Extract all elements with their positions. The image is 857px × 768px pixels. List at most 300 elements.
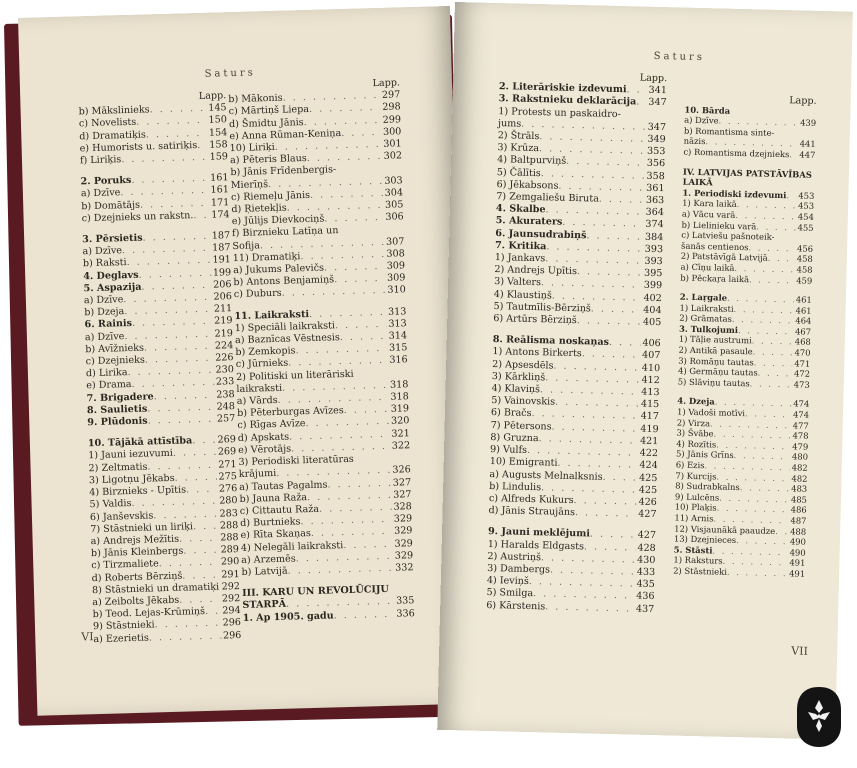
leader-dots [205, 606, 221, 619]
toc-page-number: 458 [796, 253, 813, 265]
page-number-header: Lapp. [372, 77, 401, 90]
toc-page-number: 353 [646, 145, 666, 158]
toc-page-number: 329 [394, 537, 413, 550]
toc-page-number: 472 [793, 368, 811, 380]
toc-page-number: 361 [646, 182, 665, 195]
toc-page-number: 296 [222, 629, 242, 642]
toc-page-number: 479 [792, 441, 809, 452]
toc-entry-title: 5. Aspazija [83, 281, 142, 295]
toc-entry-title: a) Ezerietis [93, 632, 149, 645]
toc-page-number: 405 [642, 316, 662, 329]
toc-page-number: 303 [384, 174, 403, 187]
toc-entry-title: 5. Stāsti [673, 544, 713, 556]
toc-page-number: 461 [795, 305, 812, 316]
toc-page-number: 364 [645, 206, 665, 219]
toc-entry-title: 3) Valters [494, 276, 542, 289]
toc-entry-title: b) Teod. Lejas-Krūmiņš [92, 606, 206, 621]
toc-page-number: 412 [641, 374, 660, 386]
toc-page-number: 393 [644, 243, 664, 255]
toc-page-number: 322 [391, 440, 411, 452]
toc-page-number: 447 [799, 149, 816, 160]
toc-page-number: 329 [394, 549, 414, 562]
toc-page-number: 454 [797, 211, 814, 222]
toc-entry-title: e) Jūlijs Dievkociņš [231, 213, 325, 228]
leader-dots [775, 526, 788, 537]
toc-page-number: 297 [381, 89, 401, 102]
toc-entry-title: III. KARU UN REVOLŪCIJU [242, 583, 390, 600]
toc-page-number: 280 [219, 495, 238, 507]
toc-entry-title: 2) Antikā pasaule [678, 344, 753, 357]
toc-entry-title: 11) Dramatiķi [232, 251, 301, 264]
toc-page-number: 404 [643, 304, 662, 316]
toc-page-number: 458 [796, 264, 813, 275]
toc-page-number: 478 [792, 430, 809, 441]
toc-entry-title: 9. Jauni meklējumi [487, 526, 591, 540]
toc-page-number: 320 [390, 415, 410, 428]
toc-entry-title: f) Birznieku Latīņa un [231, 225, 339, 240]
left-page-title: Saturs [204, 67, 256, 80]
leader-dots [197, 140, 207, 152]
left-toc-column-2 [228, 77, 415, 624]
toc-entry-title: 2) Andrejs Upītis [494, 264, 578, 278]
toc-entry-title: 5) Slāviņu tautas [677, 376, 750, 389]
toc-page-number: 356 [646, 158, 666, 170]
toc-entry-title: šanās centienos [681, 240, 749, 252]
toc-page-number: 467 [794, 326, 812, 337]
right-page-folio: VII [791, 644, 809, 658]
toc-entry-title: 3) Krūza [497, 142, 540, 155]
toc-entry-title: 2) Zeltmatis [88, 461, 148, 474]
toc-page-number: 313 [387, 305, 407, 318]
toc-entry-title: 6. Jaunsudrabiņš [495, 227, 587, 241]
toc-page-number: 300 [382, 126, 402, 138]
toc-page-number: 482 [791, 472, 808, 484]
toc-page-number: 435 [636, 578, 655, 591]
toc-page-number: 233 [215, 376, 235, 389]
toc-page-number: 480 [791, 451, 809, 463]
leader-dots [341, 127, 381, 140]
toc-entry-title: c) Dzejnieks [85, 354, 145, 368]
toc-page-number: 335 [395, 595, 415, 607]
toc-entry-title: krājumi [238, 468, 277, 481]
toc-page-number: 296 [222, 617, 242, 629]
toc-page-number: 276 [218, 483, 238, 495]
toc-page-number: 329 [394, 525, 413, 538]
toc-entry-title: 1) Protests un paskaidro- [498, 105, 621, 120]
toc-entry-title: d) Burtnieks [240, 516, 301, 530]
toc-entry-title: a) Jukums Palevičs [232, 262, 325, 277]
leader-dots [179, 533, 219, 546]
toc-page-number: 283 [219, 507, 239, 520]
toc-page-number: 271 [218, 458, 237, 471]
toc-entry-title: 1) Vadoši motīvi [676, 406, 746, 419]
leader-dots [192, 435, 216, 448]
toc-entry-title: 1. Periodiski izdevumi [682, 187, 787, 200]
toc-entry-title: a) Dzīve [83, 294, 124, 307]
toc-page-number: 269 [217, 434, 237, 446]
toc-entry-title: b) Mākslinieks [78, 104, 150, 118]
toc-entry-title: 8) Stāstnieki un dramatiķi [91, 581, 220, 596]
toc-entry-title: 3) Ligotņu Jēkabs [88, 472, 175, 487]
toc-page-number: 269 [217, 446, 237, 459]
toc-entry-title: 2) Stāstnieki [673, 565, 728, 577]
right-toc-column-1 [486, 69, 667, 616]
toc-entry-title: STARPĀ [242, 599, 287, 612]
toc-page-number: 428 [637, 542, 656, 554]
toc-page-number: 289 [220, 544, 240, 556]
leader-dots [545, 601, 634, 615]
toc-page-number: 211 [213, 303, 233, 315]
toc-page-number: 425 [638, 484, 658, 496]
toc-entry-title: a) Baznīcas Vēstnesis [234, 332, 341, 347]
toc-entry-title: 1) Laikraksti [679, 302, 734, 314]
toc-page-number: 159 [209, 151, 229, 163]
toc-entry-title: d) Ŗietekļis [231, 202, 287, 216]
toc-entry-title: 5) Vainovskis [491, 395, 556, 408]
toc-entry-title: 9. Plūdonis [87, 415, 148, 429]
toc-entry-title: 2) Virza [676, 417, 711, 428]
toc-entry-title: 3) Kārkliņš [491, 370, 546, 384]
toc-page-number: 421 [639, 435, 659, 447]
toc-entry-title: b) Pēterburgas Avīzes [236, 405, 344, 420]
toc-entry-title: a) Dzīve [684, 114, 719, 126]
toc-page-number: 326 [392, 464, 411, 477]
toc-page-number: 315 [388, 342, 408, 355]
toc-entry-title: 9) Stāstnieki [92, 619, 155, 633]
toc-entry-title: 2. Literāriskie izdevumi [498, 81, 627, 96]
toc-entry-title: d) Dramatiķis [79, 129, 146, 142]
toc-page-number: 318 [390, 391, 409, 403]
toc-entry-title: 2) Štrāls [497, 130, 540, 143]
toc-page-number: 313 [388, 318, 407, 330]
toc-entry-title: a) Vācu varā [681, 208, 736, 220]
toc-entry-title: 7) Zemgaliešu Biruta [496, 191, 599, 205]
toc-page-number: 314 [388, 330, 408, 342]
leader-dots [182, 569, 219, 582]
toc-page-number: 455 [797, 221, 814, 233]
toc-page-number: 158 [209, 139, 228, 151]
toc-page-number: 459 [796, 274, 813, 286]
toc-entry-title: 2) Austriņš [487, 550, 542, 563]
toc-page-number: 291 [221, 568, 240, 581]
toc-entry-title: 1) Antons Birkerts [492, 346, 582, 360]
toc-entry-title: 6) Jēkabsons [496, 178, 559, 192]
toc-entry-title: b) Lindulis [489, 480, 542, 493]
toc-page-number: 275 [218, 470, 238, 483]
left-page [18, 6, 469, 716]
toc-entry-title: Sofija [232, 239, 261, 252]
toc-page-number: 206 [213, 278, 232, 291]
toc-page-number: 410 [641, 362, 661, 374]
toc-page-number: 319 [390, 403, 410, 416]
toc-entry-title: c) Rīgas Avīze [237, 418, 306, 432]
toc-entry-title: IV. LATVIJAS PATSTĀVĪBAS [682, 166, 812, 180]
toc-entry-title: 4) Klaviņš [491, 383, 541, 396]
toc-page-number: 226 [215, 352, 234, 364]
leader-dots [179, 594, 220, 607]
toc-entry-title: 10. Bārda [684, 104, 731, 116]
toc-entry-title: 6) Bračs [490, 407, 532, 420]
toc-entry-title: 7) Kurcijs [675, 470, 717, 482]
leader-dots [789, 149, 797, 160]
toc-entry-title: 4) Ieviņš [486, 575, 529, 588]
toc-entry-title: 5) Čālītis [496, 166, 541, 179]
toc-entry-title: 1) Speciāli laikraksti [234, 320, 336, 334]
toc-entry-title: b) Pēckaŗa laikā [680, 272, 750, 284]
toc-page-number: 329 [393, 513, 413, 525]
toc-entry-title: 4. Skalbe [495, 203, 546, 216]
toc-entry-title: 1) Haralds Eldgasts [487, 538, 585, 552]
toc-page-number: 310 [387, 284, 406, 297]
toc-page-number: 206 [213, 291, 233, 303]
toc-page-number: 422 [639, 447, 659, 460]
toc-page-number: 395 [643, 267, 663, 280]
toc-page-number: 491 [789, 557, 806, 569]
toc-entry-title: 3) Švābe [676, 427, 714, 439]
toc-entry-title: 1) Raksturs [673, 554, 723, 567]
toc-entry-title: 2. Laŗgale [679, 291, 728, 303]
toc-page-number: 485 [790, 494, 808, 505]
toc-entry-title: 8) Gruzna [490, 431, 539, 445]
toc-entry-title: 8. Reālisma noskaņas [492, 334, 610, 349]
toc-entry-title: b) Lielinieku varā [681, 219, 757, 231]
toc-page-number: 482 [791, 462, 808, 473]
toc-page-number: 347 [648, 97, 667, 109]
toc-page-number: 488 [790, 525, 807, 537]
toc-entry-title: a) Arzemēs [241, 553, 296, 566]
toc-page-number: 347 [647, 121, 667, 134]
toc-page-number: 219 [214, 315, 233, 328]
toc-entry-title: b) Dzeja [84, 306, 125, 319]
toc-entry-title: 4) Birznieks - Upītis [89, 484, 187, 499]
toc-page-number: 294 [222, 605, 241, 617]
toc-entry-title: b) Mākonis [228, 92, 283, 106]
toc-page-number: 427 [638, 508, 657, 521]
toc-page-number: 309 [386, 260, 406, 272]
toc-entry-title: 4. Deglavs [83, 269, 139, 282]
leader-dots [577, 315, 641, 329]
toc-page-number: 306 [385, 211, 404, 224]
toc-entry-title: a) Andrejs Mežītis [90, 533, 180, 548]
toc-entry-title: laikraksti [236, 382, 283, 395]
toc-page-number: 292 [221, 592, 241, 605]
toc-entry-title: 3) Periodiski literatūras [238, 453, 354, 469]
toc-page-number: 171 [210, 196, 230, 209]
toc-page-number: 468 [794, 336, 811, 348]
toc-entry-title: c) Tirzmaliete [91, 558, 159, 572]
toc-page-number: 456 [796, 243, 814, 254]
leader-dots [333, 608, 394, 622]
leader-dots [307, 151, 382, 165]
toc-entry-title: 2) Patstāvīgā Latvijā [680, 250, 768, 264]
toc-entry-title: 2) Politiski un literāriski [235, 368, 354, 383]
leader-dots [758, 368, 793, 379]
leader-dots [602, 471, 637, 484]
toc-entry-title: 4) Germāņu tautas [677, 365, 758, 378]
toc-entry-title: a) Cīņu laikā [680, 261, 735, 273]
page-number-header: Lapp. [789, 95, 817, 107]
toc-entry-title: 1) Kara laikā [682, 197, 737, 210]
toc-page-number: 230 [215, 364, 235, 376]
toc-entry-title: b) Jauna Raža [239, 491, 308, 505]
toc-entry-title: b) Zemkopis [235, 345, 296, 359]
toc-page-number: 318 [389, 379, 409, 391]
toc-page-number: 298 [382, 101, 401, 114]
toc-entry-title: 8. Saulietis [86, 403, 148, 417]
toc-entry-title: 6. Rainis [84, 318, 133, 331]
toc-page-number: 154 [208, 126, 228, 139]
toc-entry-title: 5) Valdis [89, 498, 132, 511]
toc-entry-title: 1) Tāļie austrumi [678, 334, 752, 346]
toc-page-number: 290 [220, 556, 240, 568]
leader-dots [186, 484, 217, 497]
toc-page-number: 437 [635, 603, 655, 615]
toc-entry-title: b) Latvijā [241, 565, 288, 578]
toc-page-number: 327 [392, 488, 412, 501]
toc-entry-title: 3. Tulkojumi [678, 323, 739, 335]
toc-entry-title: 4) Nelegāli laikraksti [240, 539, 344, 554]
toc-page-number: 248 [216, 400, 236, 413]
toc-entry-title: d) Roberts Bērziņš [91, 570, 183, 584]
toc-entry-title: jums [497, 117, 522, 130]
toc-entry-title: 13) Dzejnieces [673, 533, 737, 546]
toc-entry-title: d) Apskats [237, 431, 290, 444]
toc-page-number: 399 [643, 280, 663, 292]
toc-page-number: 477 [792, 420, 809, 431]
toc-entry-title: b) Raksti [82, 257, 127, 270]
toc-entry-title: d) Jānis Straujāns [488, 505, 576, 519]
toc-entry-title: 5) Smilga [486, 587, 534, 600]
toc-entry-title: 6) Artūrs Bērziņš [493, 313, 577, 327]
toc-page-number: 425 [638, 472, 658, 484]
toc-page-number: 363 [645, 194, 665, 207]
toc-page-number: 187 [211, 230, 231, 242]
toc-entry-title: b) Romantisma sinte- [683, 125, 775, 138]
toc-entry-title: a) Augusts Melnalksnis [489, 468, 603, 483]
toc-entry-title: f) Liriķis [79, 154, 122, 167]
page-number-header: Lapp. [198, 90, 227, 102]
toc-entry-title: c) Duburs [233, 288, 282, 301]
toc-page-number: 402 [643, 292, 662, 304]
left-toc-column-1 [78, 90, 241, 646]
leader-dots [324, 212, 383, 226]
toc-page-number: 301 [383, 138, 402, 150]
toc-page-number: 332 [395, 562, 414, 574]
toc-page-number: 321 [391, 427, 410, 440]
toc-entry-title: a) Zeibolts Jēkabs [92, 594, 180, 609]
toc-page-number: 308 [386, 248, 405, 260]
page-number-header: Lapp. [639, 72, 668, 85]
toc-page-number: 358 [646, 170, 665, 182]
toc-entry-title: b) Domātājs [81, 199, 141, 212]
toc-entry-title: 1) Jauni iezuvumi [88, 448, 174, 462]
toc-page-number: 299 [382, 113, 402, 126]
toc-entry-title: 10) Emigranti [489, 456, 558, 469]
toc-entry-title: 3. Rakstnieku deklarācija [498, 93, 637, 108]
toc-entry-title: a) Vārds [236, 394, 278, 408]
toc-entry-title: 4) Rozītis [676, 438, 717, 450]
toc-page-number: 384 [644, 231, 664, 243]
toc-entry-title: e) Vērotājs [238, 443, 292, 456]
toc-page-number: 483 [791, 483, 808, 494]
toc-page-number: 464 [795, 315, 812, 327]
toc-page-number: 490 [789, 547, 806, 558]
toc-page-number: 433 [636, 566, 656, 578]
toc-entry-title: c) Romantisma dzejnieks [683, 146, 790, 160]
toc-page-number: 374 [645, 219, 664, 231]
leader-dots [727, 567, 787, 579]
toc-page-number: 174 [211, 208, 230, 221]
toc-page-number: 436 [636, 590, 655, 603]
toc-entry-title: e) Drama [86, 379, 132, 392]
toc-entry-title: d) Lirika [85, 367, 128, 380]
toc-entry-title: 2) Grāmatas [679, 312, 733, 325]
toc-entry-title: c) Latviešu pašnoteik- [681, 229, 775, 242]
toc-entry [673, 565, 805, 579]
toc-entry-title: c) Cittautu Raža [239, 503, 320, 517]
toc-page-number: 406 [642, 337, 661, 350]
toc-page-number: 439 [800, 117, 817, 129]
toc-page-number: 161 [210, 172, 229, 184]
toc-entry-title: 9) Lulcēns [674, 491, 720, 503]
toc-page-number: 490 [789, 536, 807, 547]
toc-entry-title: c) Jūrnieks [235, 358, 289, 371]
toc-entry-title: 10) Liriķi [229, 141, 275, 155]
toc-page-number: 453 [798, 200, 815, 212]
right-toc-column-2 [673, 94, 817, 580]
toc-entry-title: 8) Sudrabkalns [675, 480, 740, 493]
toc-entry-title: 10. Tājākā attīstība [87, 435, 193, 450]
toc-page-number: 292 [221, 580, 241, 593]
toc-entry-title: a) Dzīve [80, 187, 121, 200]
toc-page-number: 487 [790, 515, 807, 526]
leader-dots [193, 210, 209, 223]
toc-entry-title: a) Pēteris Blaus [229, 153, 307, 167]
toc-entry-title: b) Jānis Kleinbergs [90, 545, 184, 560]
toc-page-number: 349 [647, 133, 666, 146]
toc-page-number: 187 [212, 242, 231, 254]
toc-entry-title: 4) Klaustiņš [493, 288, 552, 302]
toc-page-number: 453 [798, 190, 815, 201]
toc-page-number: 199 [212, 266, 232, 279]
leader-dots [193, 520, 218, 533]
leader-dots [636, 97, 646, 109]
toc-entry-title: a) Dzīve [82, 245, 123, 258]
toc-entry-title: 12) Visjaunākā paaudze [674, 523, 776, 536]
toc-entry-title: 3) Dambergs [487, 562, 551, 576]
toc-entry-title: 11) Arnis [674, 512, 714, 524]
leader-dots [786, 190, 796, 201]
leader-dots [749, 274, 795, 286]
toc-page-number: 304 [384, 187, 404, 199]
toc-entry-title: b) Avīžnieks [85, 342, 145, 356]
toc-page-number: 307 [385, 235, 405, 248]
toc-page-number: 219 [214, 327, 234, 340]
toc-entry-title: 6) Kārstenis [486, 599, 546, 612]
toc-page-number: 470 [794, 347, 811, 358]
toc-entry-title: 6) Ezis [675, 459, 705, 471]
toc-entry-title: 3) Romāņu tautas [678, 355, 754, 368]
toc-page-number: 341 [648, 84, 668, 97]
toc-page-number: 224 [214, 339, 234, 352]
toc-entry-title: 4) Baltpurviņš [497, 154, 567, 168]
toc-entry-title: e) Rīta Skaņas [240, 528, 311, 542]
toc-entry-title: a) Dzīve [84, 330, 125, 343]
toc-page-number: 288 [220, 531, 239, 544]
toc-entry-title: 7) Stāstnieki un liriķi [90, 521, 194, 535]
leader-dots [575, 507, 637, 521]
toc-entry-title: 2) Apsesdēls [492, 358, 554, 372]
